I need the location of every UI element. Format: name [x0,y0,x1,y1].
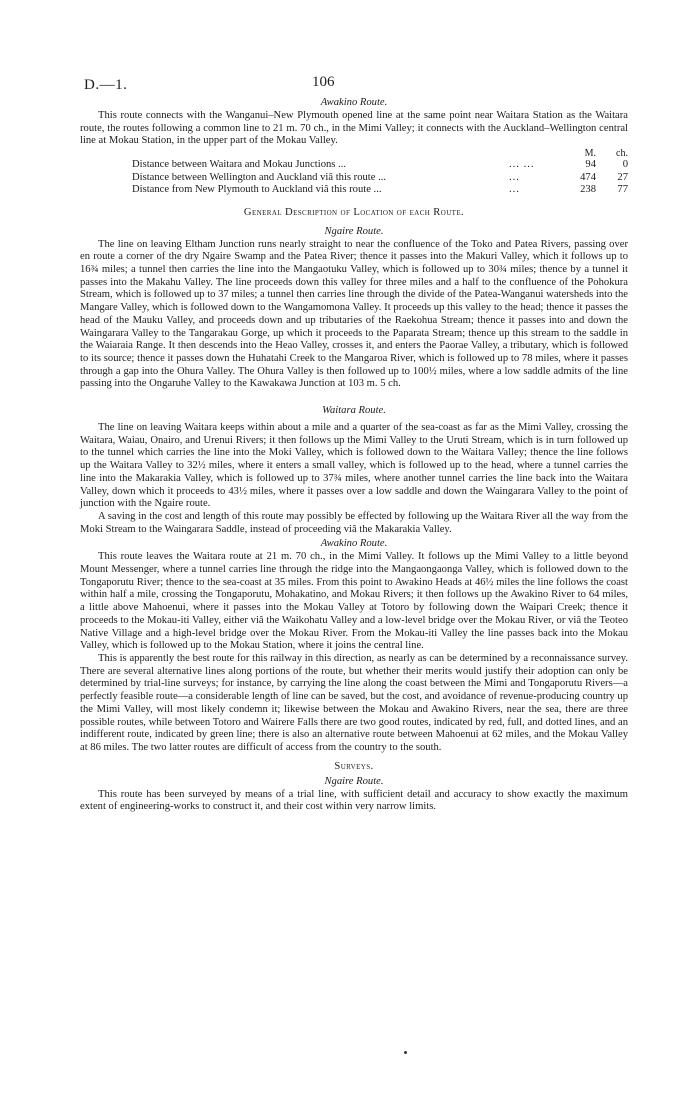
page-body [80,95,628,814]
ngaire-route-paragraph: The line on leaving Eltham Junction runs nearly straight to near the confluence of the Toko and Patea Rivers, passing over en route a corner of the dry Ngaire Swamp and the Patea River; thence it passes into the Makuri Valley, which it follows up to 16¾ miles; a tunnel then carries the line into the Mangaotuku Valley, which is followed up to 30¾ miles; thence by a tunnel it passes into the Makahu Valley. The line proceeds down this valley for three miles and a half to the confluence of the Pohokura Stream, which is followed up to 37 miles; a tunnel then carries line through the divide of the Patea-Wanganui watersheds into the Mangare Valley, which is followed down to the Wangamomona Valley. It proceeds up this valley to the head; thence it passes the head of the Mauku Valley, and proceeds down and up tributaries of the Raekohua Stream; thence it passes into and down the Waingarara Valley to the Tangarakau Gorge, up which it proceeds to the Paparata Stream; thence up this stream to the saddle in the Waiaraia Range. It then descends into the Heao Valley, crosses it, and enters the Paorae Valley, a tributary, which is followed to its source; thence it passes down the Huhatahi Creek to the Mangaroa River, which is followed up to 78 miles, where it passes through a gap into the Ohura Valley. The Ohura Valley is then followed up to 100½ miles, where a low saddle admits of the line passing into the Ongaruhe Valley to the Kawakawa Junction at 103 m. 5 ch. [80,238,628,390]
waitara-route-paragraph: The line on leaving Waitara keeps within about a mile and a quarter of the sea-coast as far as the Mimi Valley, crossing the Waitara, Waiau, Onairo, and Urenui Rivers; it then follows up the Mimi Valley to the Uruti Stream, which is in turn followed up to the tunnel which carries the line into the Moki Valley, which is followed down to the Waitara Valley; thence the line follows up the Waitara Valley to 32½ miles, where it enters a small valley, which is followed up to the head, where a tunnel carries the line into the Makarakia Valley, which is followed up to 37¾ miles, where another tunnel carries the line back into the Waitara Valley, down which it proceeds to 43½ miles, where it passes over a low saddle and down the Waingarara Valley to the point of junction with the Ngaire route. [80,422,628,510]
distance-table [80,148,628,197]
awakino-route-heading: Awakino Route. [320,538,388,550]
distance-chains: 0 [622,159,628,171]
distance-chains: 27 [617,171,628,183]
waitara-route-paragraph: A saving in the cost and length of this route may possibly be effected by following up the Waitara River all the way from the Moki Stream to the Waingarara Saddle, instead of proceeding viâ the Makarakia Valley. [80,510,628,535]
distance-row [80,172,628,185]
distance-label: Distance between Wellington and Auckland viâ this route ... [132,171,387,183]
awakino-intro-heading: Awakino Route. [320,97,388,108]
awakino-intro-paragraph: This route connects with the Wanganui–New Plymouth opened line at the same point near Waitara Station as the Waitara route, the routes following a common line to 21 m. 70 ch., in the Mimi Valley; it connects with the Auckland–Wellington central line at Mokau Station, in the upper part of the Mokau Valley. [80,110,628,147]
ink-speck [404,1051,407,1054]
surveys-paragraph: This route has been surveyed by means of a trial line, with sufficient detail and accuracy to show exactly the maximum extent of engineering-works to construct it, and their cost within very narrow limits. [80,788,628,813]
document-reference: D.—1. [84,77,128,93]
distance-label: Distance between Waitara and Mokau Junctions ... [132,159,347,171]
distance-miles: 238 [580,184,596,196]
surveys-heading: Surveys. [334,760,374,772]
general-description-heading: General Description of Location of each Route. [243,206,465,218]
leader-dots: ... [509,184,520,196]
ngaire-route-heading: Ngaire Route. [324,225,384,237]
awakino-route-paragraph: This route leaves the Waitara route at 21 m. 70 ch., in the Mimi Valley. It follows up the Mimi Valley to a little beyond Mount Messenger, where a tunnel carries line through the ridge into the Mangaongaonga Valley, which is followed down to the Tongaporutu River; thence to the sea-coast at 35 miles. From this point to Awakino Heads at 46½ miles the line follows the coast within half a mile, crossing the Tongaporutu, Mohakatino, and Mokau Rivers; it then follows up the Awakino River to 64 miles, a little above Mahoenui, where it passes into the Mokau Valley at Totoro by following down the Waipari Creek; thence it proceeds to the Mokau-iti Valley, either viâ the Waikohatu Valley and a low-level bridge over the Mokau River, or viâ the Teoteo Native Village and a high-level bridge over the Mokau River. From the Mokau-iti Valley the line passes back into the Mokau Valley, which is followed up to the Mokau Station, where it joins the central line. [80,551,628,652]
distance-row [80,159,628,172]
chains-column-header: ch. [616,148,628,160]
leader-dots: ... [509,171,520,183]
surveys-ngaire-heading: Ngaire Route. [324,775,384,787]
distance-miles: 474 [580,171,596,183]
waitara-route-heading: Waitara Route. [322,405,386,417]
miles-column-header: M. [584,148,596,160]
distance-label: Distance from New Plymouth to Auckland viâ this route ... [132,184,382,196]
distance-row [80,184,628,197]
leader-dots: ... ... [509,159,535,171]
page-number: 106 [312,74,335,90]
distance-chains: 77 [617,184,628,196]
distance-miles: 94 [585,159,596,171]
distance-table-header [80,148,628,159]
awakino-route-paragraph: This is apparently the best route for this railway in this direction, as nearly as can be determined by a reconnaissance survey. There are several alternative lines along portions of the route, but whether their merits would justify their adoption can only be determined by trial-line surveys; for instance, by carrying the line along the coast between the Mimi and Tongaporutu Rivers—a perfectly feasible route—a considerable length of line can be saved, but the cost, and avoidance of revenue-producing country up the Mimi Valley, will most likely condemn it; likewise between the Mokau and Awakino Rivers, near the sea, there are three possible routes, while between Totoro and Wairere Falls there are two good routes, indicated by red, full, and dotted lines, and an indifferent route, indicated by green line; there is also an alternative route between Mahoenui at 62 miles, and the Mokau Valley at 86 miles. The two latter routes are difficult of access from the country to the south. [80,653,628,753]
